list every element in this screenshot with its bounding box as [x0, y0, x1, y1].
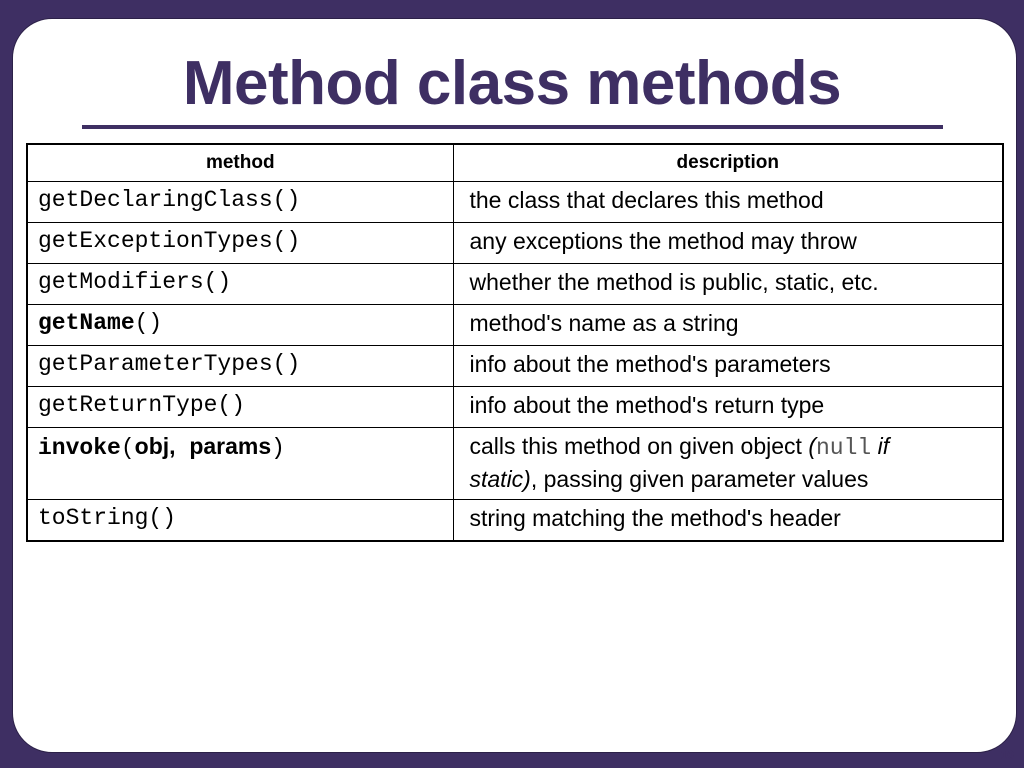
- method-cell: [27, 305, 453, 346]
- description-cell: [453, 428, 1003, 500]
- description-cell: any exceptions the method may throw: [453, 223, 1003, 264]
- description-cell: method's name as a string: [453, 305, 1003, 346]
- method-cell: getExceptionTypes(): [27, 223, 453, 264]
- table-row: [27, 223, 1003, 264]
- header-description: description: [453, 144, 1003, 182]
- table-header-row: [27, 144, 1003, 182]
- open-paren: (: [120, 435, 135, 461]
- page-number: 10: [1000, 748, 1014, 762]
- method-cell: getDeclaringClass(): [27, 182, 453, 223]
- title-divider: [82, 125, 943, 129]
- slide-title: Method class methods: [182, 49, 842, 118]
- desc-text: calls this method on given object: [469, 433, 809, 459]
- param-params: params: [189, 433, 272, 459]
- table-row: [27, 305, 1003, 346]
- method-name: invoke: [38, 435, 121, 461]
- method-cell: getModifiers(): [27, 264, 453, 305]
- table-row: [27, 387, 1003, 428]
- method-parens: (): [134, 310, 163, 336]
- close-paren: ): [271, 435, 285, 461]
- desc-null: null: [815, 435, 872, 461]
- header-method: method: [27, 144, 453, 182]
- method-name: getName: [38, 310, 135, 336]
- table-row: [27, 346, 1003, 387]
- method-cell: [27, 428, 453, 500]
- description-cell: info about the method's parameters: [453, 346, 1003, 387]
- method-cell: toString(): [27, 500, 453, 542]
- desc-open-paren: (: [808, 433, 816, 459]
- param-obj: obj,: [134, 433, 176, 459]
- desc-if: if: [871, 433, 890, 459]
- table-row: [27, 182, 1003, 223]
- desc-static: static): [469, 466, 531, 492]
- method-cell: getParameterTypes(): [27, 346, 453, 387]
- description-cell: string matching the method's header: [453, 500, 1003, 542]
- table-row: [27, 500, 1003, 542]
- description-cell: the class that declares this method: [453, 182, 1003, 223]
- table-row: [27, 428, 1003, 500]
- description-cell: whether the method is public, static, etc.: [453, 264, 1003, 305]
- table-row: [27, 264, 1003, 305]
- methods-table: [26, 143, 1004, 542]
- method-cell: getReturnType(): [27, 387, 453, 428]
- description-cell: info about the method's return type: [453, 387, 1003, 428]
- desc-text-2: , passing given parameter values: [530, 466, 869, 492]
